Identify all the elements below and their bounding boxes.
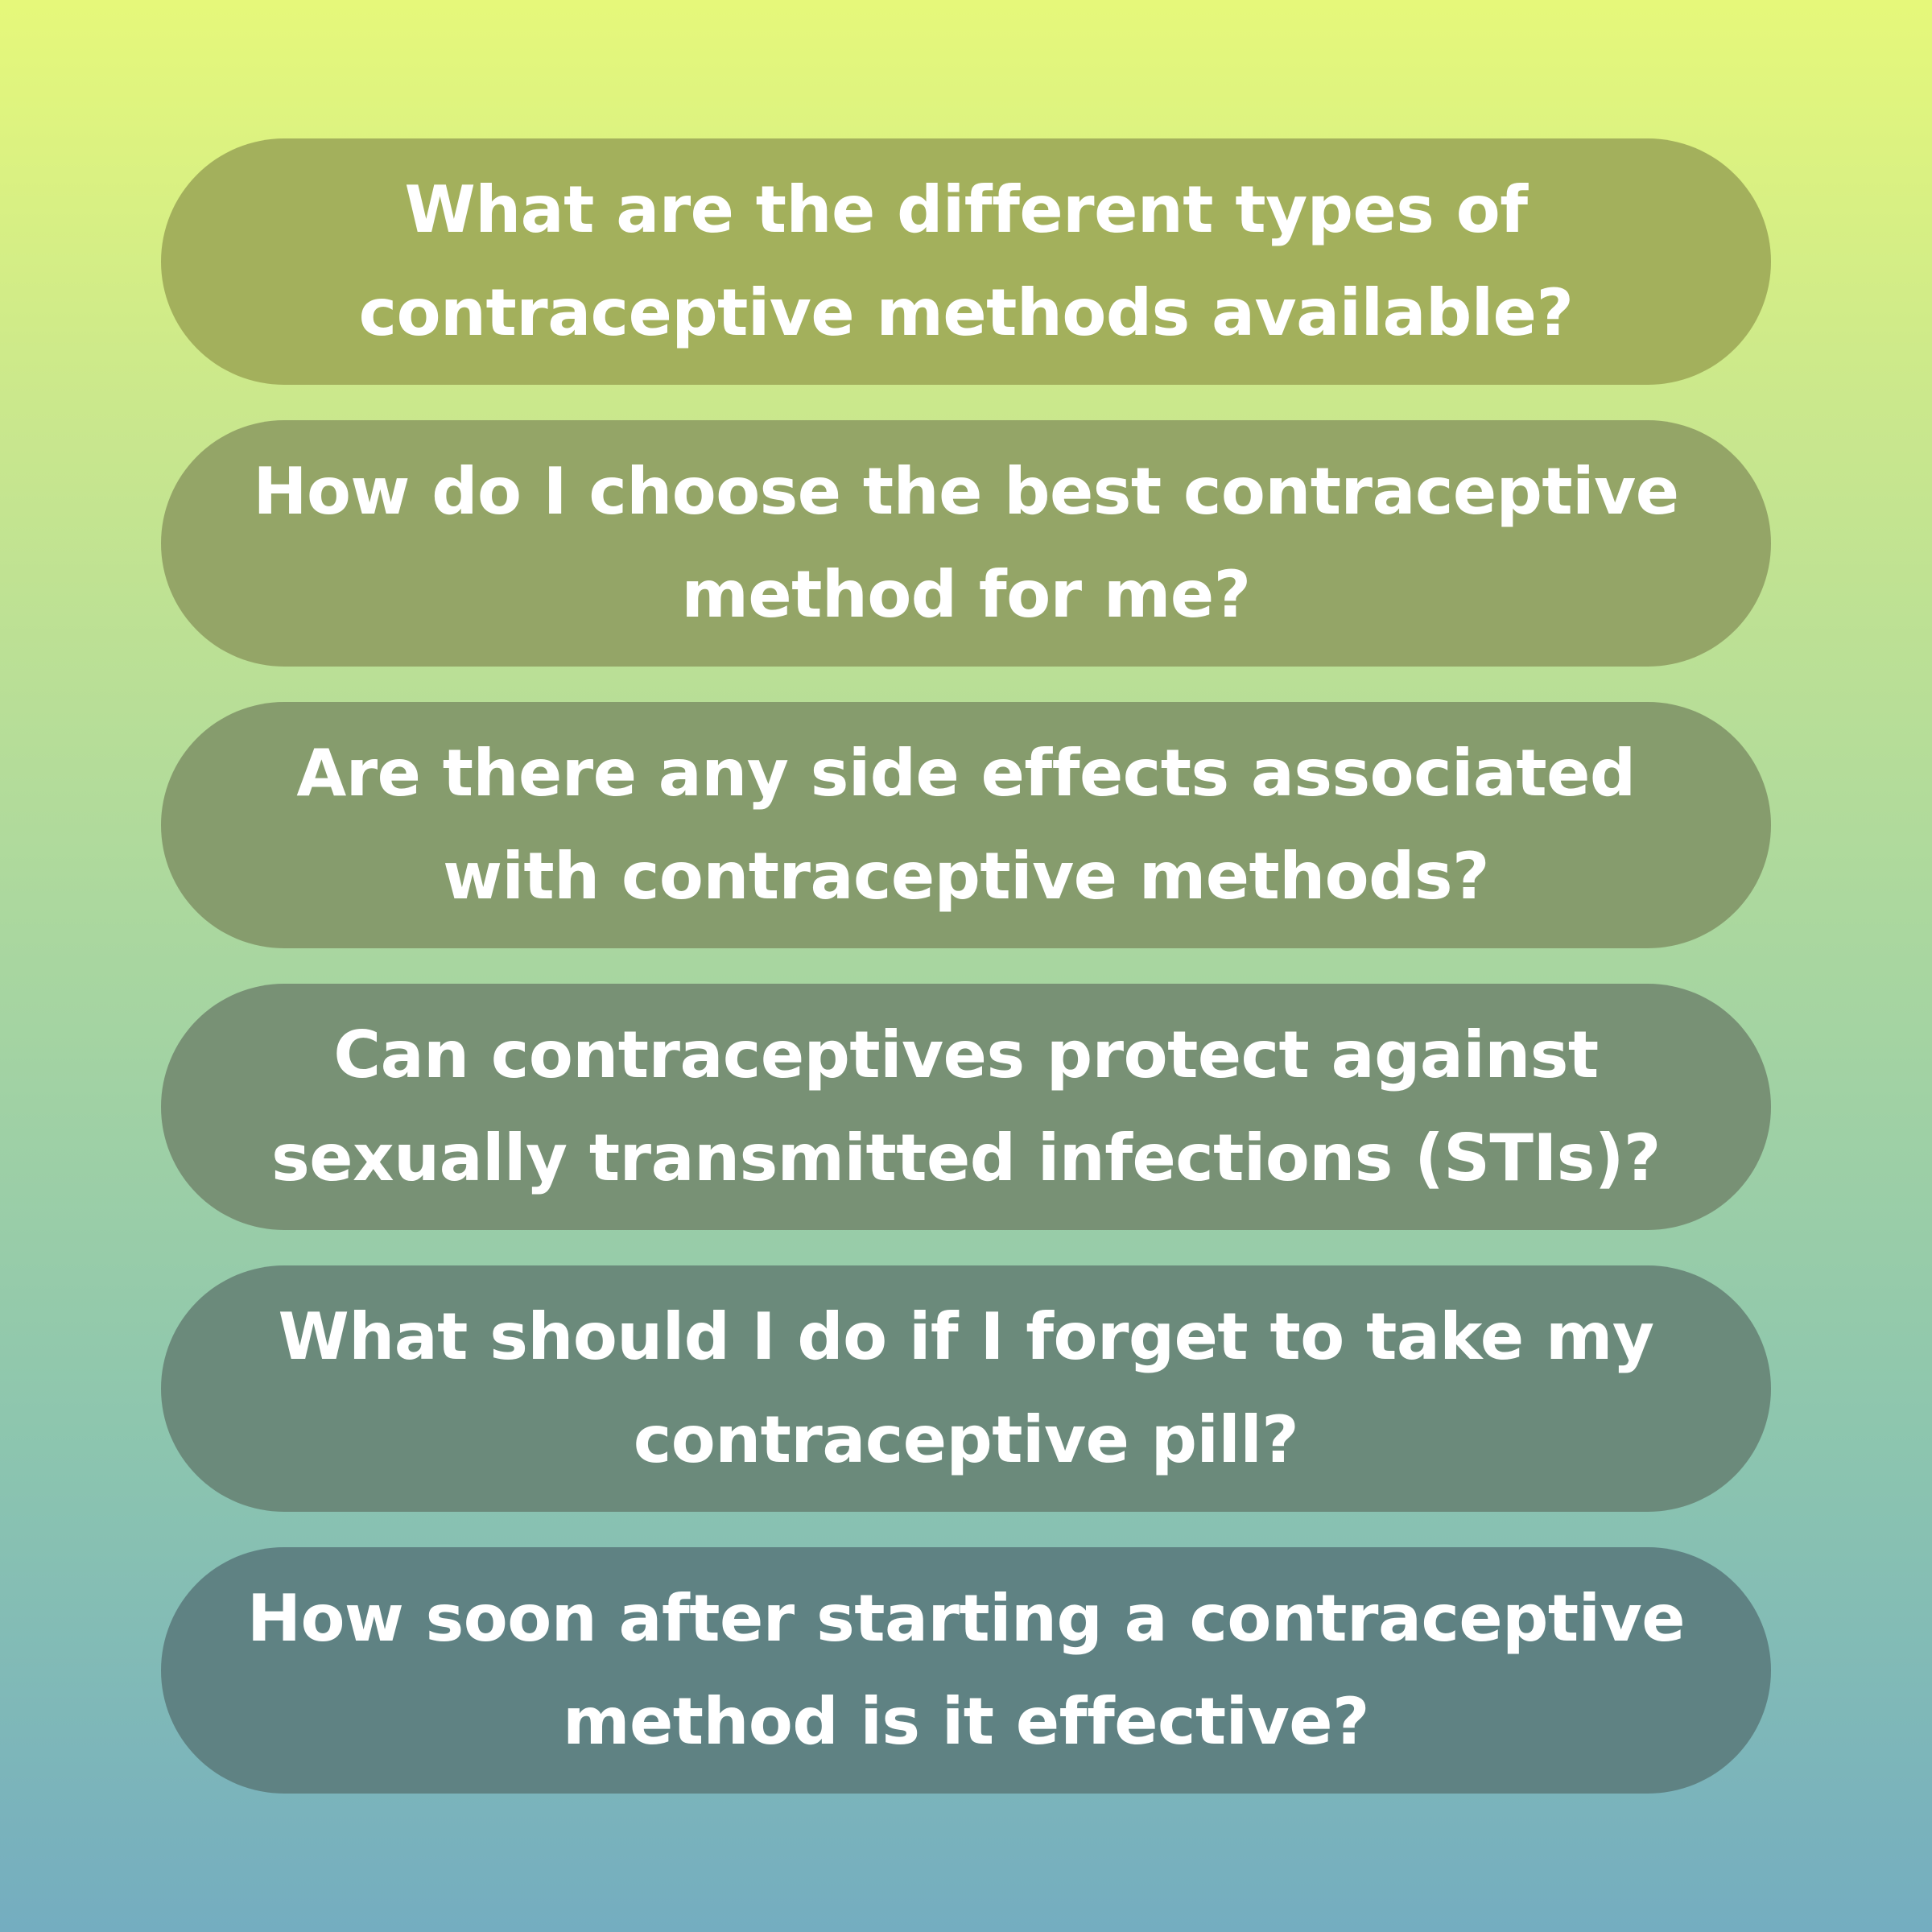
faq-question-text: How soon after starting a contraceptive method is it effective? [246, 1581, 1685, 1759]
faq-card [161, 1547, 1771, 1794]
faq-question-text: Are there any side effects associated with contraceptive methods? [296, 736, 1636, 914]
faq-card [161, 420, 1771, 667]
faq-card [161, 138, 1771, 385]
faq-card [161, 702, 1771, 948]
faq-question-text: How do I choose the best contraceptive method for me? [253, 454, 1679, 632]
faq-question-text: What should I do if I forget to take my contraceptive pill? [278, 1299, 1654, 1477]
faq-list [161, 138, 1771, 1829]
faq-card [161, 1265, 1771, 1512]
faq-card [161, 984, 1771, 1230]
faq-question-text: What are the different types of contraceptive methods available? [358, 172, 1574, 350]
faq-question-text: Can contraceptives protect against sexually transmitted infections (STIs)? [271, 1018, 1661, 1195]
